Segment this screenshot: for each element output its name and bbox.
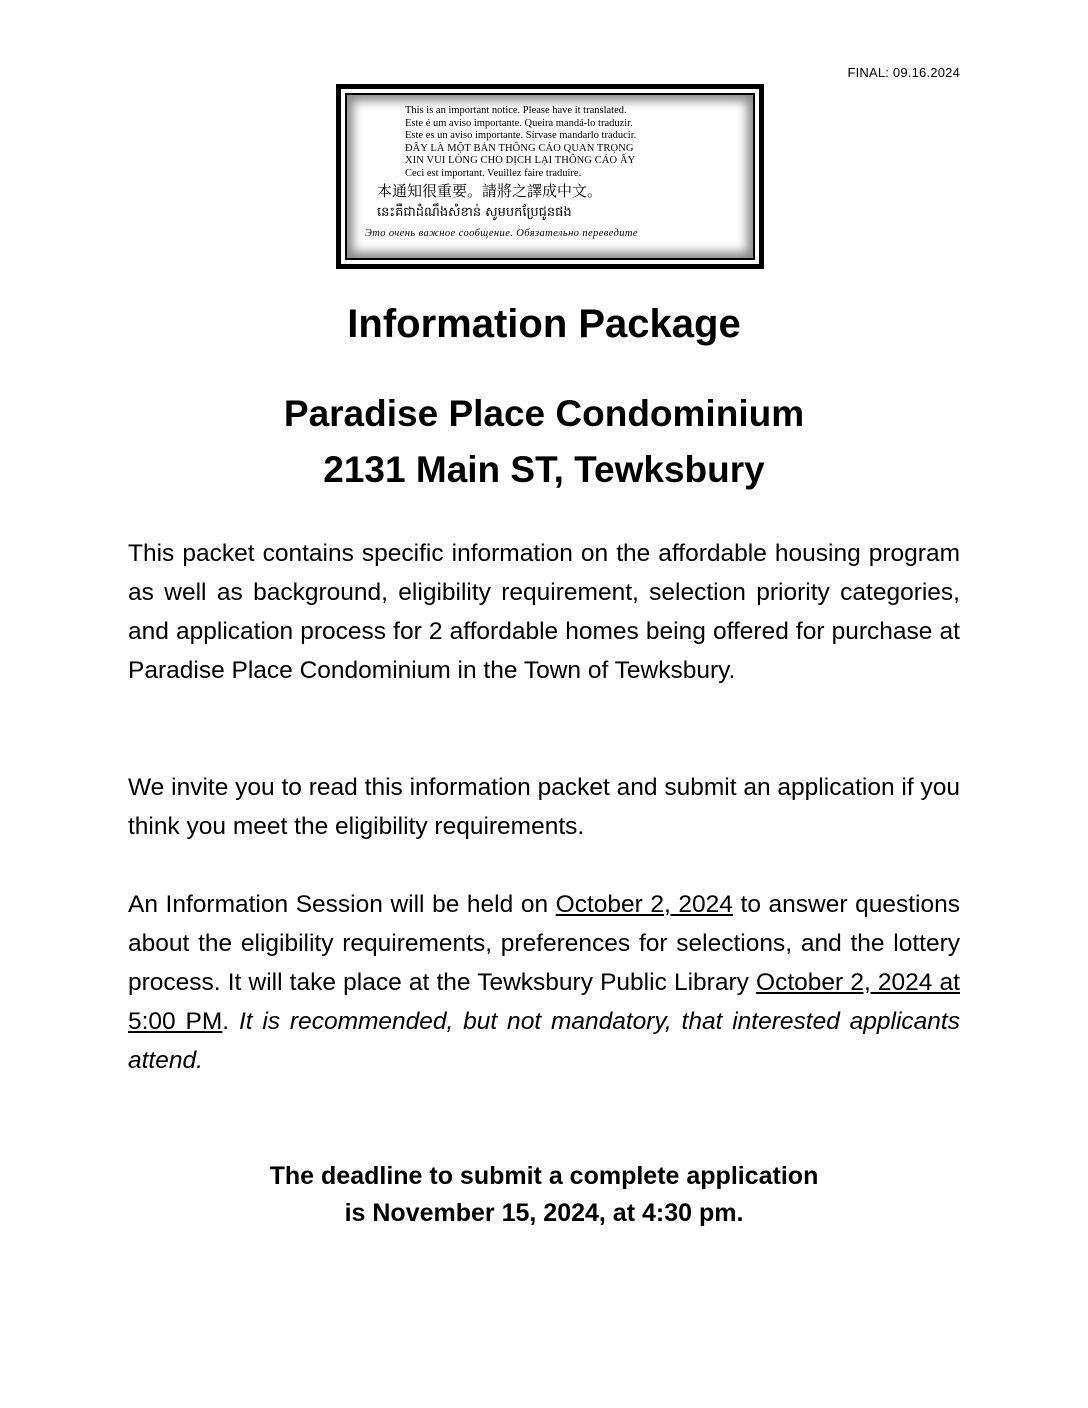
session-date: October 2, 2024	[555, 891, 733, 918]
notice-line-vietnamese-1: ĐÂY LÀ MỘT BẢN THÔNG CÁO QUAN TRỌNG	[405, 142, 634, 154]
final-date-stamp: FINAL: 09.16.2024	[847, 65, 960, 80]
notice-line-russian: Это очень важное сообщение. Обязательно переведите	[365, 228, 638, 239]
notice-line-french: Ceci est important. Veuillez faire traduire.	[405, 167, 582, 179]
notice-line-english: This is an important notice. Please have it translated.	[405, 105, 627, 116]
deadline-line-1: The deadline to submit a complete application	[269, 1162, 819, 1190]
translation-notice-box	[336, 84, 764, 269]
property-name: Paradise Place Condominium	[283, 393, 805, 434]
session-text-2: to answer questions about the eligibility requirements, preferences for selections, and the lottery process. It will take place at the Tewksbury Public Library	[128, 891, 960, 996]
information-session-paragraph	[128, 885, 960, 1080]
document-title: Information Package	[347, 302, 741, 346]
notice-line-portuguese: Este é um aviso importante. Queira mandá-lo traduzir.	[405, 117, 633, 129]
intro-paragraph: This packet contains specific information on the affordable housing program as well as background, eligibility requirement, selection priority categories, and application process for 2 affordable homes being offered for purchase at Paradise Place Condominium in the Town of Tewksbury.	[128, 540, 960, 684]
notice-line-khmer: នេះគឺជាដំណឹងសំខាន់ សូមបកប្រែជូនផង	[377, 205, 572, 220]
invitation-paragraph: We invite you to read this information packet and submit an application if you think you meet the eligibility requirements.	[128, 774, 960, 840]
notice-line-spanish: Este es un aviso importante. Sírvase mandarlo traducir.	[405, 130, 637, 141]
translation-notice-inner	[345, 93, 755, 260]
property-heading	[0, 386, 1088, 498]
session-text-3: .	[222, 1008, 239, 1035]
session-date-time: October 2, 2024 at 5:00 PM	[128, 969, 960, 1035]
property-address: 2131 Main ST, Tewksbury	[323, 449, 765, 490]
notice-line-vietnamese-2: XIN VUI LÒNG CHO DỊCH LẠI THÔNG CÁO ẤY	[405, 155, 636, 166]
notice-line-chinese: 本通知很重要。請將之譯成中文。	[377, 182, 603, 200]
deadline-notice	[0, 1158, 1088, 1232]
deadline-line-2: is November 15, 2024, at 4:30 pm.	[344, 1199, 744, 1227]
session-text-1: An Information Session will be held on	[128, 891, 556, 918]
attendance-recommendation: It is recommended, but not mandatory, that interested applicants attend.	[128, 1008, 960, 1074]
